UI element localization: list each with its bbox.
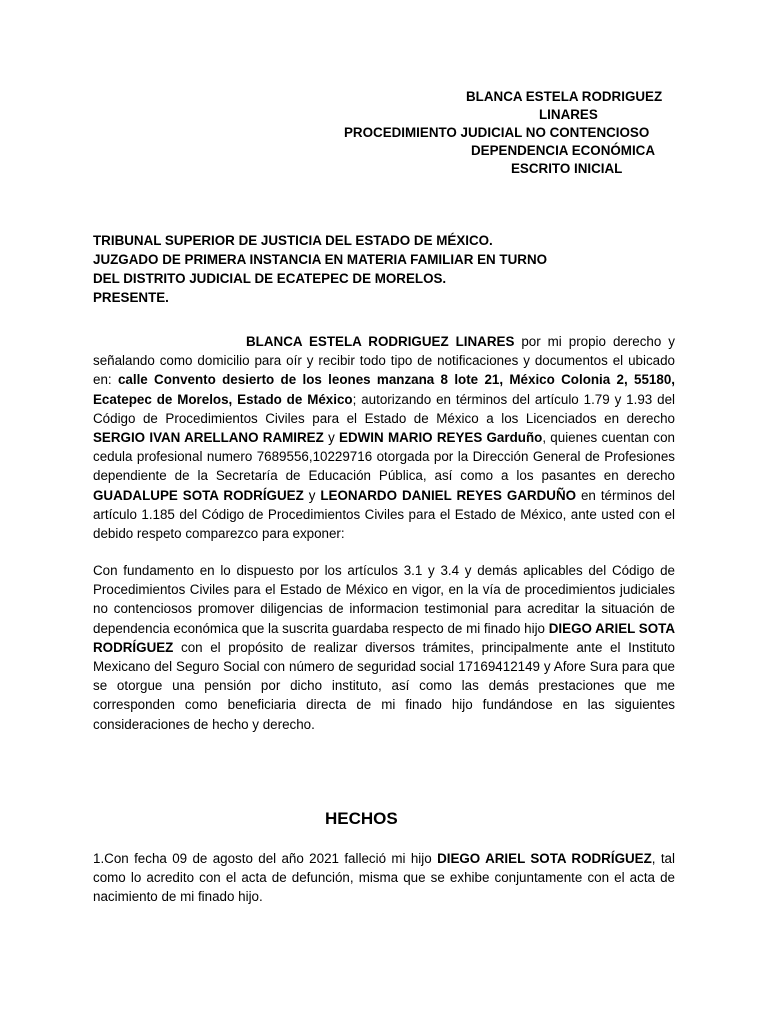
header-petitioner-surname: LINARES (539, 107, 598, 122)
intro-text: , quienes cuentan con cedula profesional numero 7689556,10229716 otorgada por la Dirección General de Profesiones dependiente de la Secretaría de Educación Pública, así como a los pasantes en derecho (93, 430, 675, 484)
deceased-son-name: DIEGO ARIEL SOTA RODRÍGUEZ (437, 851, 652, 866)
intro-text: por mi propio derecho y señalando como domicilio para oír y recibir todo tipo de notificaciones y documentos el ubicado en: (93, 334, 675, 388)
hechos-heading: HECHOS (325, 809, 398, 828)
basis-text: con el propósito de realizar diversos trámites, principalmente ante el Instituto Mexicano del Seguro Social con número de seguridad social 17169412149 y Afore Sura para que se otorgue una pensión por dicho instituto, así como las demás prestaciones que me corresponden como beneficiaria directa de mi finado hijo fundándose en las siguientes consideraciones de hecho y derecho. (93, 639, 675, 732)
header-document-type: ESCRITO INICIAL (511, 161, 623, 176)
court-address-block (93, 231, 693, 307)
header-petitioner-name: BLANCA ESTELA RODRIGUEZ (466, 89, 663, 104)
intern-name: LEONARDO DANIEL REYES GARDUÑO (320, 487, 577, 503)
intro-text: ; autorizando en términos del artículo 1.79 y 1.93 del Código de Procedimientos Civiles para el Estado de México a los Licenciados en derecho (93, 391, 675, 426)
petitioner-name: BLANCA ESTELA RODRIGUEZ LINARES (246, 334, 515, 349)
legal-basis-paragraph (93, 561, 675, 734)
fact-text: , tal como lo acredito con el acta de defunción, misma que se exhibe conjuntamente con el acta de nacimiento de mi finado hijo. (93, 851, 675, 905)
lawyer-name: EDWIN MARIO REYES Garduño (339, 430, 543, 446)
intern-name: GUADALUPE SOTA RODRÍGUEZ (93, 487, 304, 503)
court-name: TRIBUNAL SUPERIOR DE JUSTICIA DEL ESTADO DE MÉXICO. (93, 233, 493, 248)
court-presente: PRESENTE. (93, 290, 169, 305)
basis-text: Con fundamento en lo dispuesto por los artículos 3.1 y 3.4 y demás aplicables del Código de Procedimientos Civiles para el Estado de México en vigor, en la vía de procedimientos judiciales no contenciosos promover diligencias de informacion testimonial para acreditar la situación de dependencia económica que la suscrita guardaba respecto de mi finado hijo (93, 563, 675, 636)
lawyer-name: SERGIO IVAN ARELLANO RAMIREZ (93, 430, 324, 446)
header-procedure-type: PROCEDIMIENTO JUDICIAL NO CONTENCIOSO (344, 125, 650, 140)
intro-text: en términos del artículo 1.185 del Código de Procedimientos Civiles para el Estado de México, ante usted con el debido respeto comparezco para exponer: (93, 487, 675, 542)
court-district: DEL DISTRITO JUDICIAL DE ECATEPEC DE MORELOS. (93, 271, 447, 286)
intro-text: y (303, 487, 321, 503)
fact-1-paragraph (93, 849, 675, 907)
court-division: JUZGADO DE PRIMERA INSTANCIA EN MATERIA FAMILIAR EN TURNO (93, 252, 548, 267)
intro-paragraph (93, 332, 675, 543)
deceased-son-name: DIEGO ARIEL SOTA RODRÍGUEZ (93, 620, 676, 655)
petitioner-address: calle Convento desierto de los leones manzana 8 lote 21, México Colonia 2, 55180, Ecatepec de Morelos, Estado de México (93, 372, 675, 407)
header-matter: DEPENDENCIA ECONÓMICA (471, 143, 656, 158)
fact-text: 1.Con fecha 09 de agosto del año 2021 falleció mi hijo (93, 851, 438, 866)
intro-text: y (323, 430, 340, 446)
